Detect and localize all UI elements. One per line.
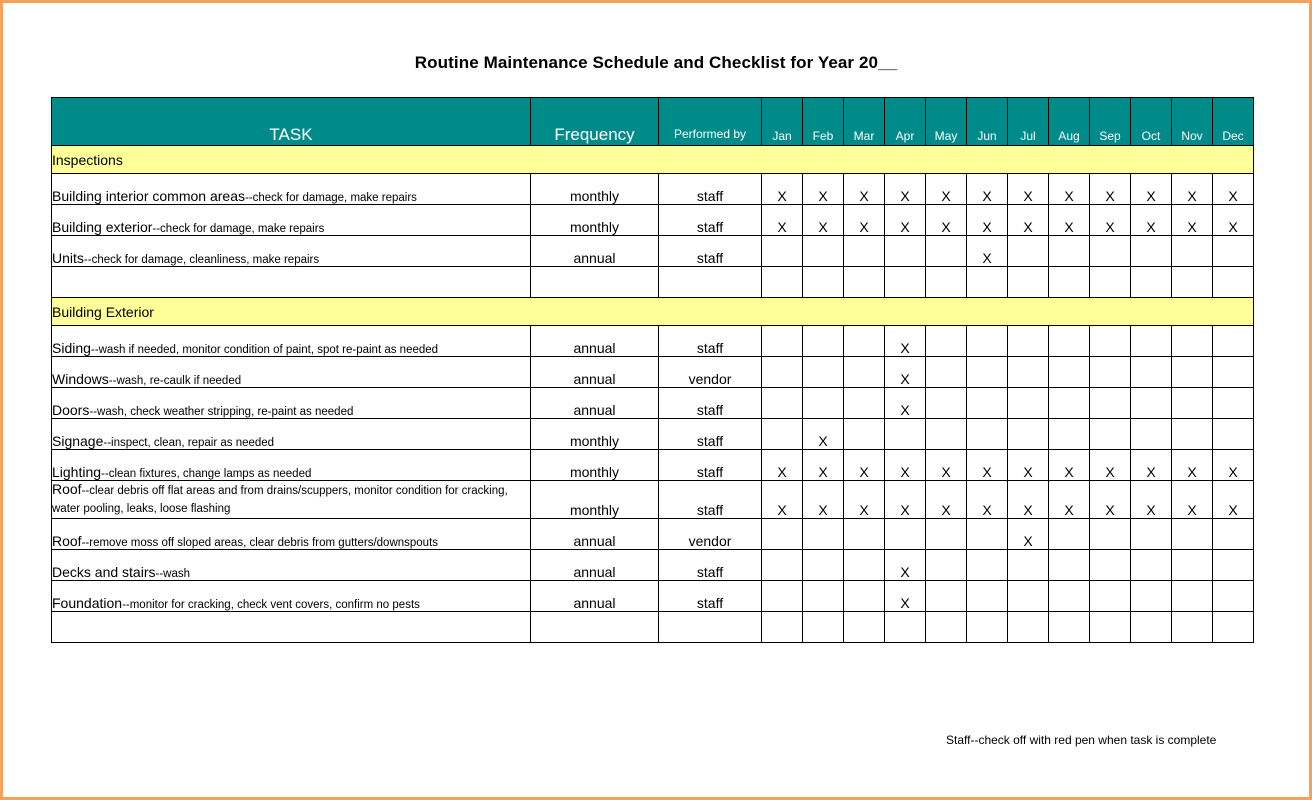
month-check-cell[interactable] bbox=[1090, 419, 1131, 450]
month-check-cell[interactable]: X bbox=[803, 481, 844, 519]
month-check-cell[interactable] bbox=[926, 357, 967, 388]
month-check-cell[interactable]: X bbox=[844, 205, 885, 236]
task-description: --inspect, clean, repair as needed bbox=[103, 437, 275, 449]
month-check-cell[interactable] bbox=[762, 612, 803, 643]
table-row bbox=[52, 357, 1254, 388]
month-check-cell[interactable] bbox=[967, 267, 1008, 298]
month-check-cell[interactable] bbox=[1213, 388, 1254, 419]
month-check-cell[interactable] bbox=[1213, 612, 1254, 643]
month-column-header: Jul bbox=[1008, 98, 1049, 146]
month-check-cell[interactable]: X bbox=[1213, 481, 1254, 519]
month-column-header: Feb bbox=[803, 98, 844, 146]
task-name: Decks and stairs bbox=[52, 564, 156, 580]
performed-by-column-header: Performed by bbox=[659, 98, 762, 146]
month-check-cell[interactable]: X bbox=[762, 450, 803, 481]
table-row bbox=[52, 612, 1254, 643]
task-description: --check for damage, make repairs bbox=[244, 192, 417, 204]
month-check-cell[interactable] bbox=[926, 519, 967, 550]
month-check-cell[interactable] bbox=[762, 326, 803, 357]
header-row bbox=[52, 98, 1254, 146]
month-check-cell[interactable]: X bbox=[1131, 481, 1172, 519]
month-check-cell[interactable]: X bbox=[803, 450, 844, 481]
frequency-cell: annual bbox=[531, 581, 659, 612]
month-check-cell[interactable] bbox=[1213, 357, 1254, 388]
month-check-cell[interactable] bbox=[926, 267, 967, 298]
performed-by-cell: vendor bbox=[659, 357, 762, 388]
month-check-cell[interactable] bbox=[926, 581, 967, 612]
task-description: --wash, check weather stripping, re-paint as needed bbox=[89, 406, 354, 418]
month-check-cell[interactable] bbox=[1008, 236, 1049, 267]
task-description: --wash, re-caulk if needed bbox=[108, 375, 242, 387]
task-name-cell bbox=[52, 174, 531, 205]
table-row bbox=[52, 481, 1254, 519]
month-check-cell[interactable]: X bbox=[1008, 205, 1049, 236]
table-row bbox=[52, 581, 1254, 612]
month-check-cell[interactable] bbox=[1049, 357, 1090, 388]
month-check-cell[interactable] bbox=[1213, 326, 1254, 357]
month-column-header: Apr bbox=[885, 98, 926, 146]
month-check-cell[interactable] bbox=[1008, 550, 1049, 581]
task-name-cell bbox=[52, 450, 531, 481]
task-name-cell bbox=[52, 357, 531, 388]
table-row bbox=[52, 236, 1254, 267]
performed-by-cell: staff bbox=[659, 550, 762, 581]
month-check-cell[interactable]: X bbox=[762, 174, 803, 205]
month-check-cell[interactable] bbox=[803, 519, 844, 550]
month-check-cell[interactable] bbox=[1090, 267, 1131, 298]
frequency-cell: monthly bbox=[531, 481, 659, 519]
month-check-cell[interactable] bbox=[926, 419, 967, 450]
task-name: Building interior common areas bbox=[52, 188, 245, 204]
performed-by-cell bbox=[659, 267, 762, 298]
month-check-cell[interactable] bbox=[1008, 581, 1049, 612]
month-check-cell[interactable] bbox=[1172, 550, 1213, 581]
task-name: Units bbox=[52, 250, 84, 266]
month-check-cell[interactable]: X bbox=[762, 205, 803, 236]
month-column-header: Dec bbox=[1213, 98, 1254, 146]
task-name: Roof bbox=[52, 533, 82, 549]
month-check-cell[interactable] bbox=[844, 419, 885, 450]
month-check-cell[interactable] bbox=[1172, 419, 1213, 450]
month-check-cell[interactable] bbox=[762, 388, 803, 419]
month-check-cell[interactable]: X bbox=[1049, 174, 1090, 205]
month-check-cell[interactable] bbox=[1213, 267, 1254, 298]
task-description: --clear debris off flat areas and from drains/scuppers, monitor condition for cracking, water pooling, leaks, loose flashing bbox=[52, 485, 508, 515]
task-description: --check for damage, make repairs bbox=[152, 223, 325, 235]
month-check-cell[interactable] bbox=[1008, 612, 1049, 643]
month-check-cell[interactable] bbox=[1172, 581, 1213, 612]
task-name-cell bbox=[52, 388, 531, 419]
month-check-cell[interactable] bbox=[762, 419, 803, 450]
table-row bbox=[52, 419, 1254, 450]
month-check-cell[interactable]: X bbox=[967, 236, 1008, 267]
performed-by-cell: staff bbox=[659, 174, 762, 205]
month-check-cell[interactable]: X bbox=[885, 550, 926, 581]
table-row bbox=[52, 326, 1254, 357]
table-row bbox=[52, 267, 1254, 298]
month-check-cell[interactable]: X bbox=[926, 174, 967, 205]
month-check-cell[interactable] bbox=[967, 612, 1008, 643]
task-description: --wash if needed, monitor condition of paint, spot re-paint as needed bbox=[90, 344, 439, 356]
task-description: --clean fixtures, change lamps as needed bbox=[101, 468, 312, 480]
month-check-cell[interactable] bbox=[926, 388, 967, 419]
task-name: Siding bbox=[52, 340, 91, 356]
task-column-header: TASK bbox=[52, 98, 531, 146]
task-description: --remove moss off sloped areas, clear debris from gutters/downspouts bbox=[81, 537, 439, 549]
month-check-cell[interactable] bbox=[803, 550, 844, 581]
month-check-cell[interactable] bbox=[1049, 326, 1090, 357]
month-check-cell[interactable] bbox=[885, 519, 926, 550]
month-check-cell[interactable] bbox=[926, 236, 967, 267]
month-check-cell[interactable] bbox=[1213, 419, 1254, 450]
month-check-cell[interactable]: X bbox=[885, 388, 926, 419]
month-check-cell[interactable] bbox=[1090, 550, 1131, 581]
task-name-cell bbox=[52, 236, 531, 267]
month-check-cell[interactable] bbox=[1008, 357, 1049, 388]
month-check-cell[interactable] bbox=[967, 326, 1008, 357]
month-check-cell[interactable]: X bbox=[967, 205, 1008, 236]
month-check-cell[interactable] bbox=[1049, 550, 1090, 581]
month-check-cell[interactable] bbox=[762, 550, 803, 581]
month-check-cell[interactable] bbox=[844, 236, 885, 267]
month-check-cell[interactable] bbox=[844, 357, 885, 388]
month-check-cell[interactable]: X bbox=[1213, 450, 1254, 481]
month-check-cell[interactable]: X bbox=[803, 174, 844, 205]
month-check-cell[interactable]: X bbox=[1172, 481, 1213, 519]
month-check-cell[interactable] bbox=[1049, 267, 1090, 298]
frequency-cell bbox=[531, 267, 659, 298]
month-check-cell[interactable] bbox=[1090, 581, 1131, 612]
month-check-cell[interactable] bbox=[1090, 357, 1131, 388]
month-check-cell[interactable] bbox=[1131, 550, 1172, 581]
task-name-cell bbox=[52, 581, 531, 612]
month-check-cell[interactable] bbox=[1172, 519, 1213, 550]
month-check-cell[interactable]: X bbox=[1131, 450, 1172, 481]
month-column-header: May bbox=[926, 98, 967, 146]
month-check-cell[interactable] bbox=[1131, 236, 1172, 267]
month-check-cell[interactable] bbox=[1090, 388, 1131, 419]
month-check-cell[interactable] bbox=[844, 550, 885, 581]
month-check-cell[interactable] bbox=[1049, 419, 1090, 450]
month-check-cell[interactable] bbox=[1008, 419, 1049, 450]
performed-by-cell: staff bbox=[659, 450, 762, 481]
month-check-cell[interactable] bbox=[844, 519, 885, 550]
frequency-cell: annual bbox=[531, 357, 659, 388]
frequency-cell: annual bbox=[531, 550, 659, 581]
month-check-cell[interactable] bbox=[803, 388, 844, 419]
performed-by-cell: staff bbox=[659, 205, 762, 236]
month-check-cell[interactable]: X bbox=[967, 450, 1008, 481]
month-check-cell[interactable]: X bbox=[1090, 450, 1131, 481]
month-check-cell[interactable]: X bbox=[885, 357, 926, 388]
month-check-cell[interactable] bbox=[844, 326, 885, 357]
month-check-cell[interactable] bbox=[1172, 236, 1213, 267]
month-check-cell[interactable]: X bbox=[967, 481, 1008, 519]
month-column-header: Jun bbox=[967, 98, 1008, 146]
performed-by-cell: staff bbox=[659, 388, 762, 419]
table-row bbox=[52, 519, 1254, 550]
month-check-cell[interactable] bbox=[762, 519, 803, 550]
frequency-cell: annual bbox=[531, 236, 659, 267]
month-column-header: Mar bbox=[844, 98, 885, 146]
month-check-cell[interactable]: X bbox=[762, 481, 803, 519]
month-check-cell[interactable] bbox=[1172, 357, 1213, 388]
month-check-cell[interactable] bbox=[762, 236, 803, 267]
month-check-cell[interactable] bbox=[1008, 326, 1049, 357]
month-check-cell[interactable] bbox=[1131, 267, 1172, 298]
performed-by-cell: staff bbox=[659, 236, 762, 267]
month-check-cell[interactable]: X bbox=[1213, 205, 1254, 236]
performed-by-cell bbox=[659, 612, 762, 643]
month-column-header: Oct bbox=[1131, 98, 1172, 146]
task-name: Windows bbox=[52, 371, 109, 387]
frequency-cell: annual bbox=[531, 388, 659, 419]
month-check-cell[interactable] bbox=[1090, 519, 1131, 550]
month-check-cell[interactable] bbox=[1090, 236, 1131, 267]
month-check-cell[interactable] bbox=[967, 519, 1008, 550]
task-name-cell bbox=[52, 519, 531, 550]
month-check-cell[interactable] bbox=[762, 267, 803, 298]
month-check-cell[interactable]: X bbox=[803, 205, 844, 236]
month-check-cell[interactable] bbox=[803, 326, 844, 357]
month-check-cell[interactable]: X bbox=[926, 450, 967, 481]
task-name-cell bbox=[52, 205, 531, 236]
frequency-cell bbox=[531, 612, 659, 643]
page-title: Routine Maintenance Schedule and Checklist for Year 20__ bbox=[414, 53, 898, 72]
month-check-cell[interactable] bbox=[1131, 388, 1172, 419]
month-column-header: Aug bbox=[1049, 98, 1090, 146]
month-check-cell[interactable]: X bbox=[1131, 174, 1172, 205]
month-check-cell[interactable] bbox=[762, 581, 803, 612]
month-check-cell[interactable] bbox=[803, 581, 844, 612]
frequency-cell: monthly bbox=[531, 419, 659, 450]
task-name: Signage bbox=[52, 433, 104, 449]
task-name-cell bbox=[52, 550, 531, 581]
month-check-cell[interactable]: X bbox=[926, 481, 967, 519]
task-name-cell bbox=[52, 419, 531, 450]
month-check-cell[interactable] bbox=[885, 612, 926, 643]
performed-by-cell: staff bbox=[659, 419, 762, 450]
month-check-cell[interactable]: X bbox=[885, 326, 926, 357]
month-check-cell[interactable] bbox=[1090, 612, 1131, 643]
month-check-cell[interactable] bbox=[1131, 581, 1172, 612]
task-description: --check for damage, cleanliness, make repairs bbox=[83, 254, 320, 266]
month-check-cell[interactable]: X bbox=[885, 581, 926, 612]
month-check-cell[interactable] bbox=[844, 612, 885, 643]
month-check-cell[interactable] bbox=[1131, 419, 1172, 450]
month-check-cell[interactable] bbox=[803, 267, 844, 298]
month-check-cell[interactable]: X bbox=[1172, 205, 1213, 236]
month-check-cell[interactable]: X bbox=[1008, 481, 1049, 519]
month-check-cell[interactable] bbox=[1131, 612, 1172, 643]
section-row bbox=[52, 146, 1254, 174]
section-row bbox=[52, 298, 1254, 326]
task-name-cell bbox=[52, 326, 531, 357]
month-check-cell[interactable] bbox=[1213, 519, 1254, 550]
month-check-cell[interactable]: X bbox=[1172, 174, 1213, 205]
frequency-cell: annual bbox=[531, 519, 659, 550]
task-description: --wash bbox=[155, 568, 190, 580]
month-check-cell[interactable]: X bbox=[1090, 205, 1131, 236]
task-name-cell bbox=[52, 612, 531, 643]
frequency-cell: monthly bbox=[531, 205, 659, 236]
month-check-cell[interactable]: X bbox=[844, 450, 885, 481]
month-check-cell[interactable] bbox=[803, 612, 844, 643]
task-name: Foundation bbox=[52, 595, 123, 611]
month-check-cell[interactable]: X bbox=[1008, 519, 1049, 550]
month-check-cell[interactable]: X bbox=[1049, 450, 1090, 481]
month-check-cell[interactable] bbox=[885, 236, 926, 267]
section-heading: Inspections bbox=[52, 146, 1254, 174]
month-check-cell[interactable] bbox=[1172, 267, 1213, 298]
month-check-cell[interactable]: X bbox=[885, 481, 926, 519]
month-check-cell[interactable] bbox=[885, 419, 926, 450]
month-check-cell[interactable] bbox=[1131, 519, 1172, 550]
table-row bbox=[52, 174, 1254, 205]
month-check-cell[interactable]: X bbox=[1131, 205, 1172, 236]
month-check-cell[interactable] bbox=[1172, 326, 1213, 357]
month-check-cell[interactable]: X bbox=[803, 419, 844, 450]
month-check-cell[interactable]: X bbox=[1090, 174, 1131, 205]
month-column-header: Sep bbox=[1090, 98, 1131, 146]
frequency-cell: annual bbox=[531, 326, 659, 357]
month-check-cell[interactable] bbox=[844, 388, 885, 419]
month-column-header: Jan bbox=[762, 98, 803, 146]
performed-by-cell: vendor bbox=[659, 519, 762, 550]
month-check-cell[interactable] bbox=[803, 236, 844, 267]
month-check-cell[interactable] bbox=[926, 550, 967, 581]
month-check-cell[interactable]: X bbox=[926, 205, 967, 236]
month-check-cell[interactable]: X bbox=[1049, 205, 1090, 236]
month-check-cell[interactable] bbox=[967, 357, 1008, 388]
month-check-cell[interactable] bbox=[762, 357, 803, 388]
month-check-cell[interactable] bbox=[926, 326, 967, 357]
month-check-cell[interactable] bbox=[1213, 236, 1254, 267]
month-check-cell[interactable] bbox=[1131, 357, 1172, 388]
table-row bbox=[52, 205, 1254, 236]
month-check-cell[interactable]: X bbox=[1008, 174, 1049, 205]
month-check-cell[interactable] bbox=[1049, 519, 1090, 550]
month-check-cell[interactable]: X bbox=[967, 174, 1008, 205]
month-check-cell[interactable] bbox=[926, 612, 967, 643]
month-check-cell[interactable]: X bbox=[1049, 481, 1090, 519]
month-check-cell[interactable] bbox=[1213, 581, 1254, 612]
month-check-cell[interactable]: X bbox=[1090, 481, 1131, 519]
table-row bbox=[52, 450, 1254, 481]
month-check-cell[interactable]: X bbox=[1172, 450, 1213, 481]
month-check-cell[interactable]: X bbox=[885, 450, 926, 481]
frequency-column-header: Frequency bbox=[531, 98, 659, 146]
schedule-body bbox=[52, 146, 1254, 643]
task-description: --monitor for cracking, check vent covers, confirm no pests bbox=[122, 599, 420, 611]
month-check-cell[interactable]: X bbox=[885, 174, 926, 205]
month-check-cell[interactable] bbox=[1008, 267, 1049, 298]
frequency-cell: monthly bbox=[531, 174, 659, 205]
month-check-cell[interactable] bbox=[1049, 612, 1090, 643]
task-name: Building exterior bbox=[52, 219, 153, 235]
section-heading: Building Exterior bbox=[52, 298, 1254, 326]
month-check-cell[interactable]: X bbox=[1008, 450, 1049, 481]
table-row bbox=[52, 550, 1254, 581]
month-check-cell[interactable] bbox=[885, 267, 926, 298]
month-check-cell[interactable] bbox=[967, 419, 1008, 450]
task-name: Roof bbox=[52, 481, 82, 497]
month-check-cell[interactable] bbox=[844, 267, 885, 298]
month-check-cell[interactable] bbox=[803, 357, 844, 388]
performed-by-cell: staff bbox=[659, 481, 762, 519]
month-check-cell[interactable] bbox=[1172, 388, 1213, 419]
month-check-cell[interactable] bbox=[967, 581, 1008, 612]
month-check-cell[interactable] bbox=[1049, 388, 1090, 419]
month-check-cell[interactable]: X bbox=[844, 174, 885, 205]
month-check-cell[interactable] bbox=[967, 550, 1008, 581]
month-check-cell[interactable]: X bbox=[1213, 174, 1254, 205]
month-check-cell[interactable] bbox=[1213, 550, 1254, 581]
frequency-cell: monthly bbox=[531, 450, 659, 481]
performed-by-cell: staff bbox=[659, 581, 762, 612]
performed-by-cell: staff bbox=[659, 326, 762, 357]
month-check-cell[interactable] bbox=[1008, 388, 1049, 419]
month-check-cell[interactable] bbox=[1090, 326, 1131, 357]
month-check-cell[interactable] bbox=[967, 388, 1008, 419]
task-name-cell bbox=[52, 481, 531, 519]
task-name: Doors bbox=[52, 402, 90, 418]
month-check-cell[interactable] bbox=[844, 581, 885, 612]
month-check-cell[interactable]: X bbox=[844, 481, 885, 519]
task-name-cell bbox=[52, 267, 531, 298]
task-name: Lighting bbox=[52, 464, 102, 480]
month-check-cell[interactable] bbox=[1131, 326, 1172, 357]
month-check-cell[interactable]: X bbox=[885, 205, 926, 236]
table-row bbox=[52, 388, 1254, 419]
month-column-header: Nov bbox=[1172, 98, 1213, 146]
month-check-cell[interactable] bbox=[1049, 581, 1090, 612]
month-check-cell[interactable] bbox=[1172, 612, 1213, 643]
footnote: Staff--check off with red pen when task is complete bbox=[946, 733, 1217, 747]
schedule-table bbox=[51, 97, 1254, 643]
month-check-cell[interactable] bbox=[1049, 236, 1090, 267]
